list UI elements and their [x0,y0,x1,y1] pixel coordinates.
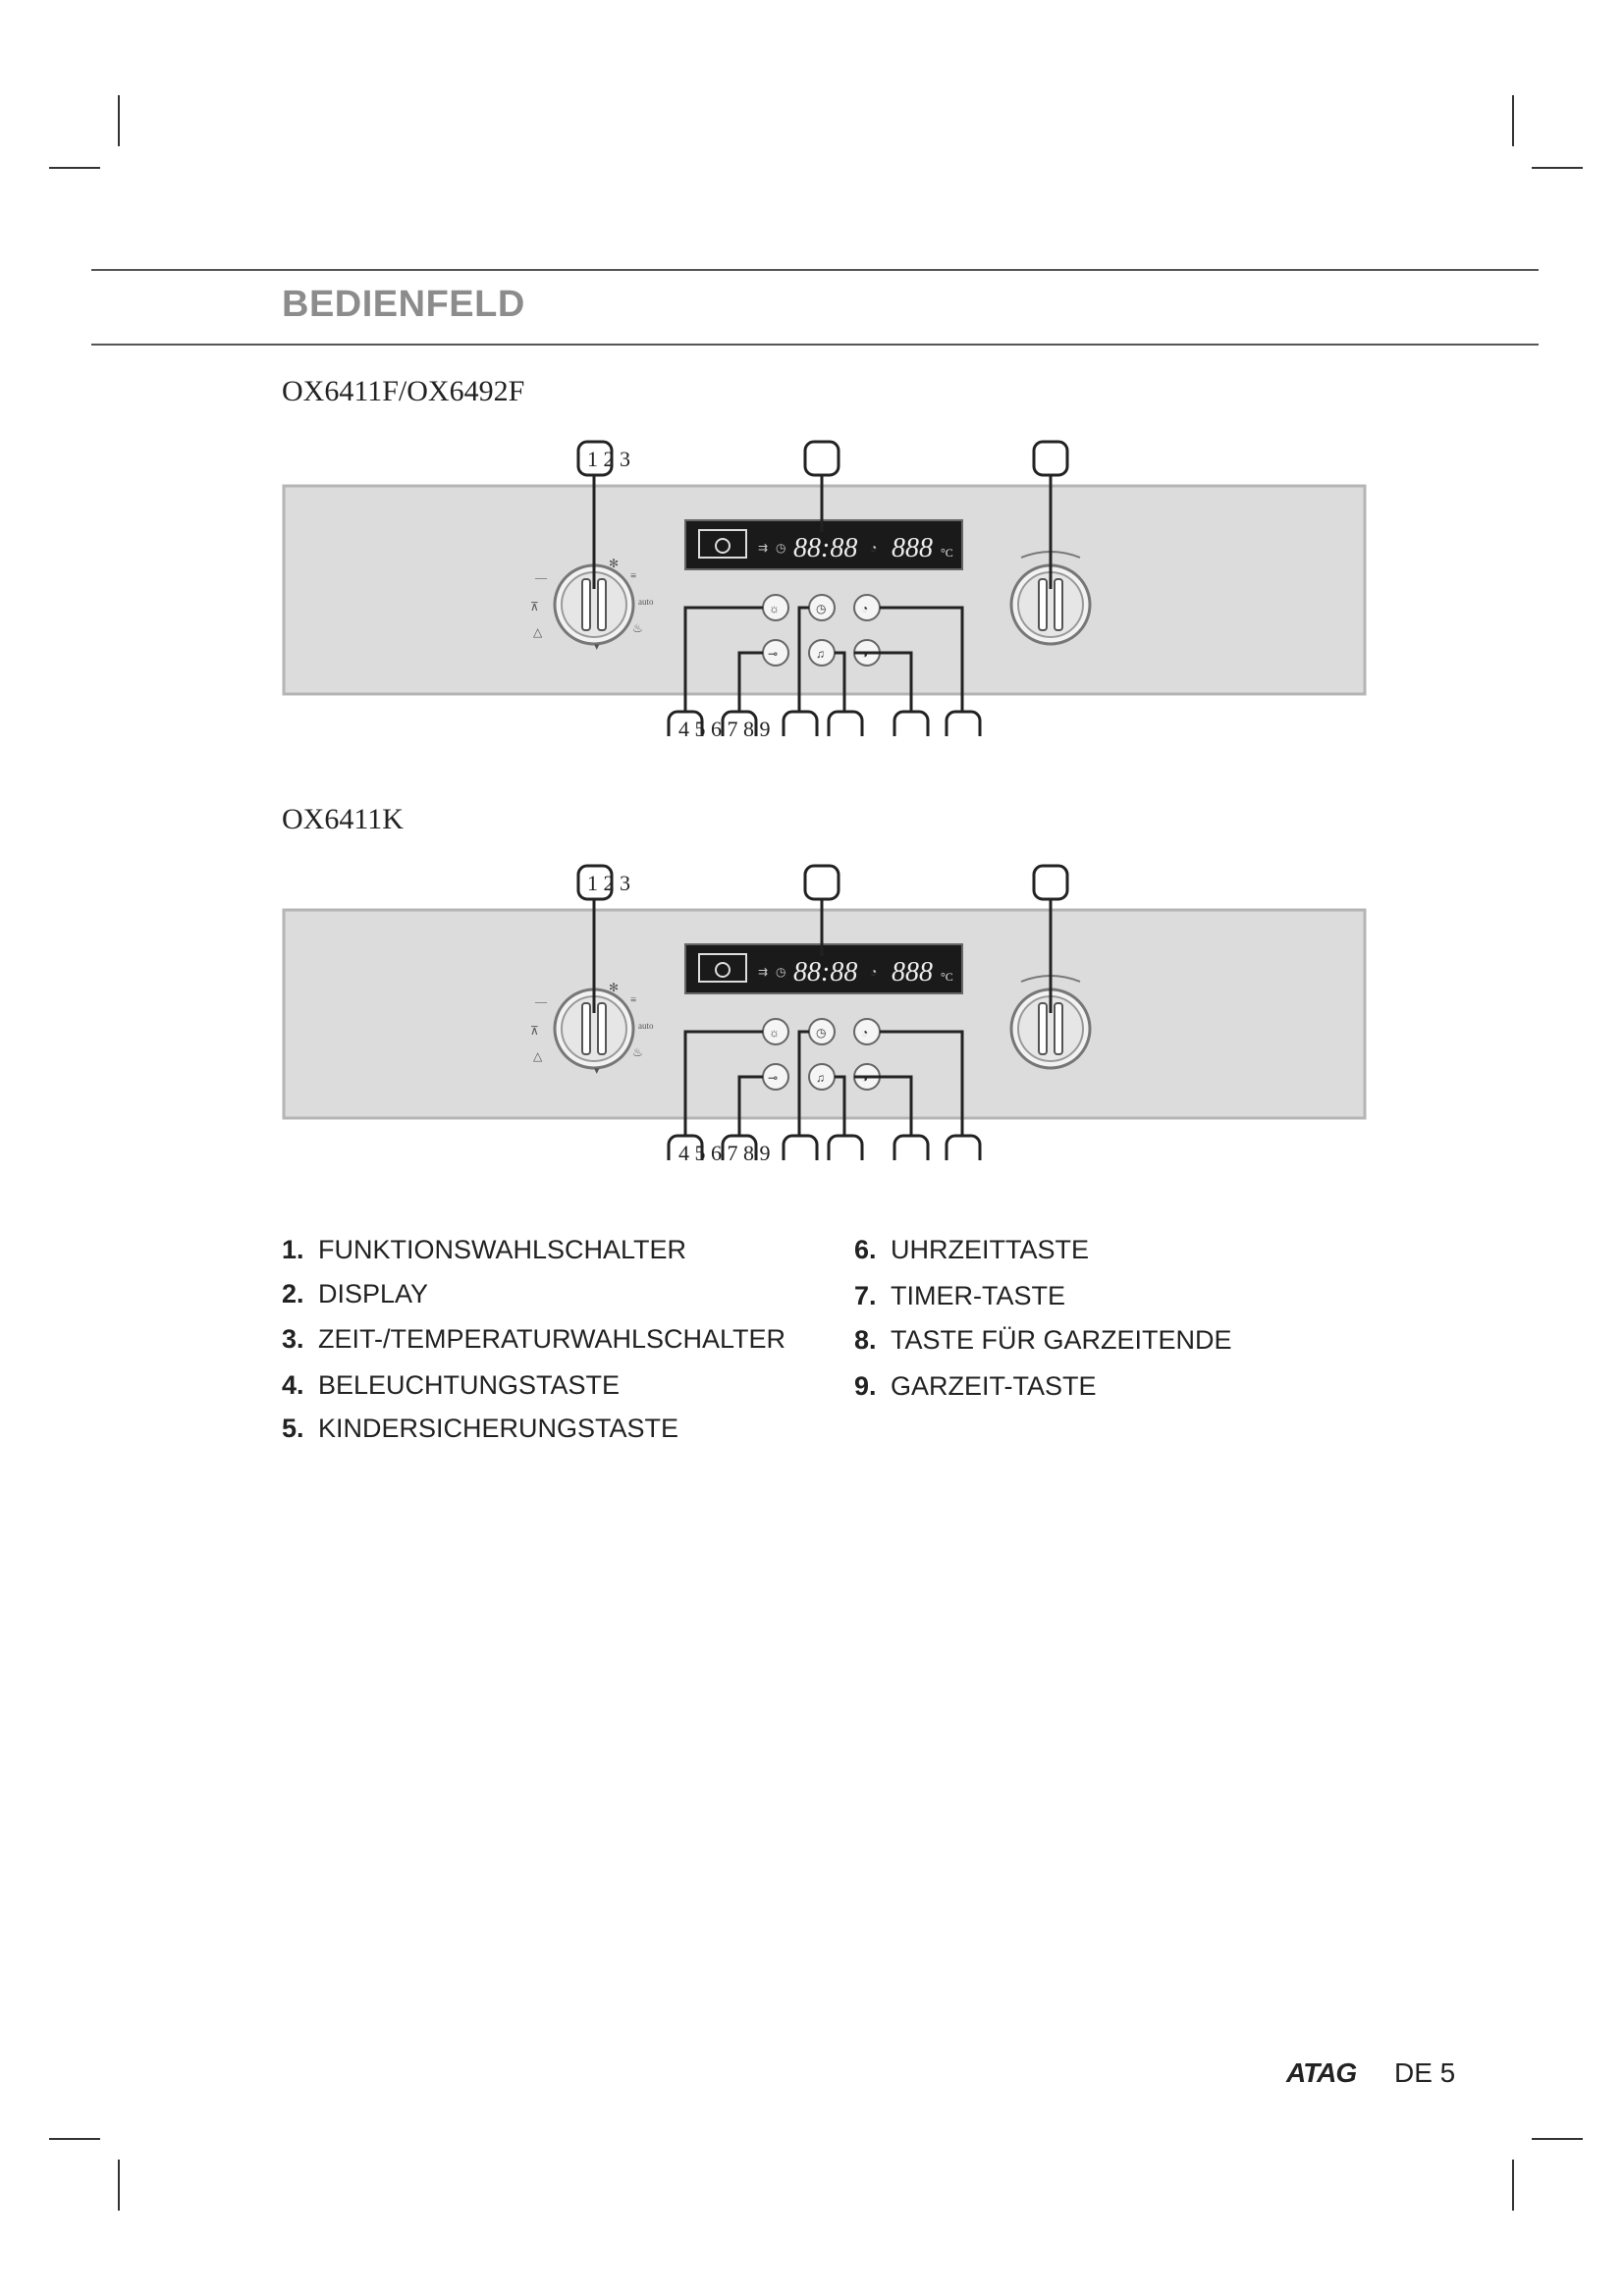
button-timer [809,1064,835,1090]
model-label: OX6411K [282,803,404,835]
button-clock [809,1019,835,1044]
button-timer [809,640,835,666]
svg-text:◔: ◔ [870,541,878,555]
legend-text: UHRZEITTASTE [891,1235,1089,1264]
svg-text:▾: ▾ [594,1065,600,1077]
legend-num: 8. [854,1325,877,1355]
svg-text:☼: ☼ [769,1026,780,1040]
svg-text:♨: ♨ [632,1045,643,1059]
callout-box-9 [947,712,980,736]
header-rule-top [91,269,1539,271]
svg-text:✻: ✻ [609,557,620,570]
legend-item [854,1235,1089,1265]
svg-text:△: △ [533,625,543,639]
svg-text:✻: ✻ [609,981,620,994]
callout-box-3 [1034,442,1067,475]
callout-box-2 [805,442,839,475]
legend-num: 6. [854,1235,877,1264]
crop-mark-top-right-h [1532,167,1583,169]
crop-mark-top-left-v [118,95,120,146]
svg-text:⇉: ⇉ [758,965,769,979]
legend-item [282,1324,785,1355]
control-panel-diagram [275,422,1375,736]
svg-text:—: — [535,994,547,1008]
legend-item [282,1235,686,1265]
display-unit: °C [941,970,953,984]
legend-item [282,1370,620,1401]
svg-text:≡: ≡ [630,570,637,582]
svg-text:▾: ▾ [594,641,600,653]
button-childlock [763,640,788,666]
legend-text: KINDERSICHERUNGSTASTE [318,1414,679,1443]
legend-num: 7. [854,1281,877,1310]
callout-box-8 [894,712,928,736]
svg-text:♨: ♨ [632,621,643,635]
callout-numbers-top: 1 2 3 [587,447,630,471]
legend-text: FUNKTIONSWAHLSCHALTER [318,1235,687,1264]
legend-text: BELEUCHTUNGSTASTE [318,1370,621,1400]
svg-text:auto: auto [638,597,654,607]
display [685,944,962,993]
svg-text:⊸: ⊸ [768,647,779,661]
svg-text:♫: ♫ [816,1071,825,1085]
button-clock [809,595,835,620]
svg-text:♫: ♫ [816,647,825,661]
crop-mark-bottom-right-h [1532,2138,1583,2140]
crop-mark-top-left-h [49,167,100,169]
section-title: BEDIENFELD [282,284,525,325]
display-time: 88:88 [793,957,858,988]
callout-box-7 [829,712,862,736]
svg-text:◔: ◔ [870,965,878,979]
display-time: 88:88 [793,533,858,563]
legend-num: 5. [282,1414,304,1443]
svg-text:⊸: ⊸ [768,1071,779,1085]
callout-numbers-bottom: 4 5 6 7 8 9 [678,717,771,736]
callout-box-8 [894,1136,928,1160]
svg-text:◔: ◔ [861,1026,869,1040]
crop-mark-bottom-left-h [49,2138,100,2140]
legend-num: 1. [282,1235,304,1264]
legend-item [282,1414,678,1444]
callout-box-7 [829,1136,862,1160]
callout-box-6 [784,712,817,736]
control-panel-diagram [275,846,1375,1160]
svg-text:⊼: ⊼ [530,600,539,614]
callout-box-3 [1034,866,1067,899]
display [685,520,962,569]
button-childlock [763,1064,788,1090]
svg-text:—: — [535,570,547,584]
legend-text: ZEIT-/TEMPERATURWAHLSCHALTER [318,1324,786,1354]
legend-item [854,1325,1232,1356]
svg-text:△: △ [533,1049,543,1063]
svg-text:◷: ◷ [816,1026,827,1040]
legend-item [854,1371,1097,1402]
callout-numbers-bottom: 4 5 6 7 8 9 [678,1141,771,1160]
legend-num: 2. [282,1279,304,1308]
callout-box-6 [784,1136,817,1160]
callout-numbers-top: 1 2 3 [587,871,630,895]
model-label: OX6411F/OX6492F [282,375,525,407]
svg-text:◔: ◔ [861,602,869,615]
button-light [763,595,788,620]
svg-text:◷: ◷ [776,541,786,555]
svg-text:⇉: ⇉ [758,541,769,555]
legend-text: TIMER-TASTE [891,1281,1065,1310]
crop-mark-bottom-left-v [118,2160,120,2211]
svg-text:auto: auto [638,1021,654,1031]
legend [282,1235,1362,1470]
button-end [854,1019,880,1044]
display-unit: °C [941,546,953,560]
legend-text: DISPLAY [318,1279,429,1308]
svg-text:⊼: ⊼ [530,1024,539,1038]
svg-text:◑: ◑ [861,647,869,661]
header-rule-bottom [91,344,1539,346]
display-temp: 888 [892,957,933,988]
crop-mark-bottom-right-v [1512,2160,1514,2211]
svg-text:≡: ≡ [630,994,637,1006]
page-number: DE 5 [1394,2057,1456,2088]
legend-item [282,1279,428,1309]
legend-num: 9. [854,1371,877,1401]
callout-box-2 [805,866,839,899]
legend-item [854,1281,1065,1311]
legend-num: 4. [282,1370,304,1400]
legend-text: TASTE FÜR GARZEITENDE [891,1325,1232,1355]
svg-text:◷: ◷ [776,965,786,979]
legend-text: GARZEIT-TASTE [891,1371,1097,1401]
display-temp: 888 [892,533,933,563]
svg-text:☼: ☼ [769,602,780,615]
legend-num: 3. [282,1324,304,1354]
brand-logo: ATAG [1286,2057,1357,2088]
callout-box-9 [947,1136,980,1160]
button-light [763,1019,788,1044]
crop-mark-top-right-v [1512,95,1514,146]
button-end [854,595,880,620]
svg-text:◷: ◷ [816,602,827,615]
svg-text:◑: ◑ [861,1071,869,1085]
